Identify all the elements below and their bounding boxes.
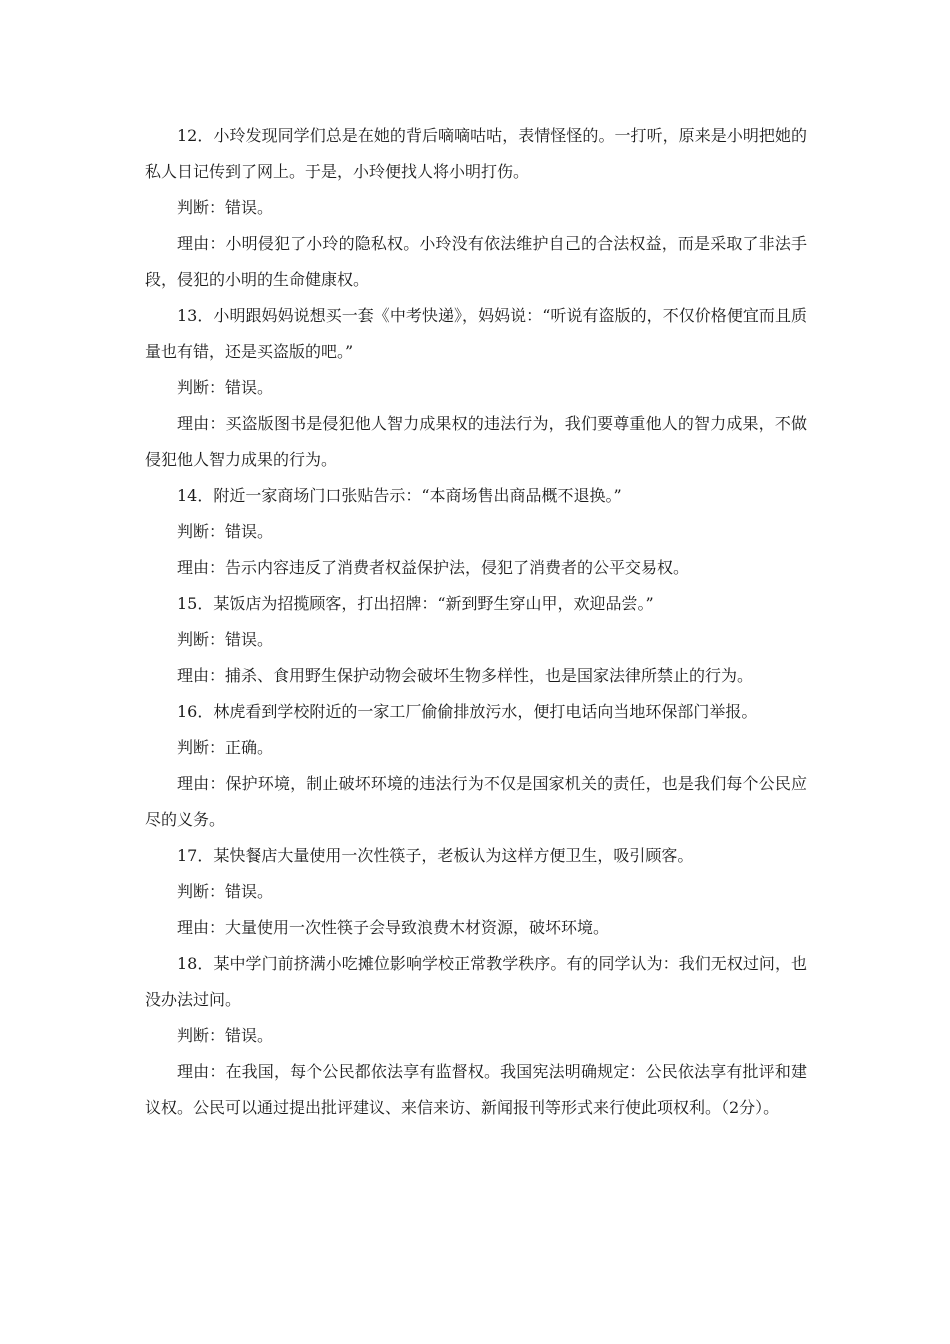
question-18-reason: 理由：在我国，每个公民都依法享有监督权。我国宪法明确规定：公民依法享有批评和建议权。公民可以通过提出批评建议、来信来访、新闻报刊等形式来行使此项权利。（2分）。 <box>145 1062 807 1117</box>
question-17-text: 17．某快餐店大量使用一次性筷子，老板认为这样方便卫生，吸引顾客。 <box>177 846 694 865</box>
question-14-reason: 理由：告示内容违反了消费者权益保护法，侵犯了消费者的公平交易权。 <box>177 558 690 577</box>
question-15-judgment: 判断：错误。 <box>177 630 274 649</box>
question-17-reason: 理由：大量使用一次性筷子会导致浪费木材资源，破坏环境。 <box>177 918 610 937</box>
document-body <box>145 118 807 1126</box>
question-15-reason: 理由：捕杀、食用野生保护动物会破坏生物多样性，也是国家法律所禁止的行为。 <box>177 666 754 685</box>
question-16-judgment: 判断：正确。 <box>177 738 274 757</box>
question-17-judgment: 判断：错误。 <box>177 882 274 901</box>
question-12-judgment: 判断：错误。 <box>177 198 274 217</box>
question-13-text: 13．小明跟妈妈说想买一套《中考快递》，妈妈说：“听说有盗版的，不仅价格便宜而且质量也有错，还是买盗版的吧。” <box>145 306 807 361</box>
question-18-judgment: 判断：错误。 <box>177 1026 274 1045</box>
question-12-text: 12．小玲发现同学们总是在她的背后嘀嘀咕咕，表情怪怪的。一打听，原来是小明把她的私人日记传到了网上。于是，小玲便找人将小明打伤。 <box>145 126 807 181</box>
question-14-text: 14．附近一家商场门口张贴告示：“本商场售出商品概不退换。” <box>177 486 622 505</box>
question-13-reason: 理由：买盗版图书是侵犯他人智力成果权的违法行为，我们要尊重他人的智力成果，不做侵犯他人智力成果的行为。 <box>145 414 807 469</box>
question-15-text: 15．某饭店为招揽顾客，打出招牌：“新到野生穿山甲，欢迎品尝。” <box>177 594 654 613</box>
question-16-reason: 理由：保护环境，制止破坏环境的违法行为不仅是国家机关的责任，也是我们每个公民应尽的义务。 <box>145 774 807 829</box>
question-12-reason: 理由：小明侵犯了小玲的隐私权。小玲没有依法维护自己的合法权益，而是采取了非法手段，侵犯的小明的生命健康权。 <box>145 234 807 289</box>
question-18-text: 18．某中学门前挤满小吃摊位影响学校正常教学秩序。有的同学认为：我们无权过问，也没办法过问。 <box>145 954 807 1009</box>
question-16-text: 16．林虎看到学校附近的一家工厂偷偷排放污水，便打电话向当地环保部门举报。 <box>177 702 758 721</box>
question-14-judgment: 判断：错误。 <box>177 522 274 541</box>
question-13-judgment: 判断：错误。 <box>177 378 274 397</box>
